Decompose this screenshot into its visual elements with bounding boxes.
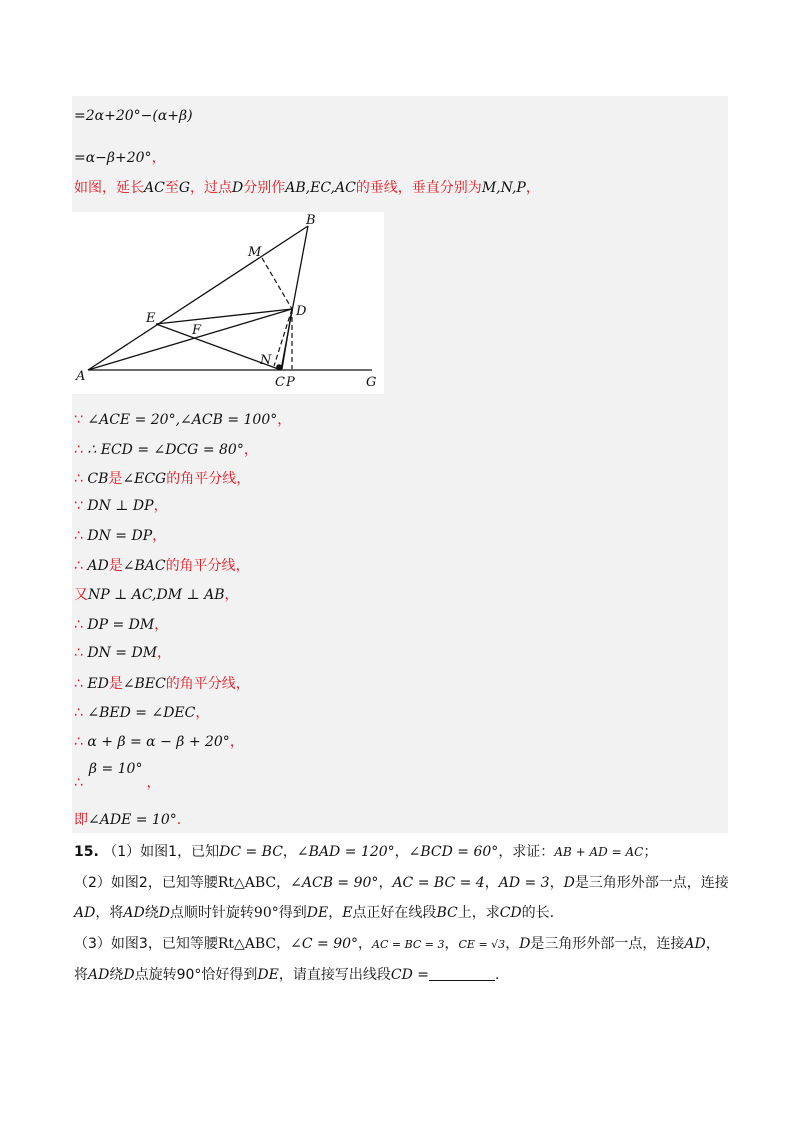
proof-math: β = 10° (88, 761, 143, 777)
p1-text-e: ； (643, 844, 658, 860)
line-dc (282, 309, 292, 369)
label-p: P (286, 375, 295, 390)
p2-text-a: （2）如图2，已知等腰 (74, 875, 218, 891)
derivation-line-1 (74, 106, 193, 126)
p3-text-b: ， (276, 936, 291, 952)
p2-text-n: 得到 (278, 905, 307, 921)
proof-symbol: ∵ (74, 498, 83, 514)
proof-line-12 (74, 732, 244, 752)
proof-math: CB (87, 471, 109, 487)
p3-text-h: 将 (74, 967, 88, 983)
p2-math-de: DE (306, 905, 329, 921)
proof-symbol: ∴ (74, 617, 83, 633)
p2-math-3: AC = BC = 4 (392, 875, 485, 891)
proof-text: 是 (108, 558, 123, 574)
problem15-part3-line1 (74, 934, 720, 955)
proof-line-7 (74, 585, 239, 605)
proof-symbol: ∴ (74, 471, 83, 487)
proof-symbol: ∴ (74, 775, 83, 791)
proof-end: ， (154, 617, 169, 633)
proof-symbol: ∵ (74, 412, 83, 428)
proof-end: ， (153, 498, 168, 514)
derivation-line-2 (74, 148, 166, 168)
proof-end: ， (224, 587, 239, 603)
p2-math-d: D (158, 905, 170, 921)
p3-math-3: AC = BC = 3 (372, 938, 445, 951)
p2-text-d: ， (484, 875, 499, 891)
p3-text-g: ， (705, 936, 720, 952)
proof-symbol: 即 (74, 812, 88, 828)
p3-text-l: . (494, 967, 500, 983)
proof-text: 是 (108, 676, 123, 692)
proof-end: ， (152, 528, 167, 544)
p3-math-10: CD = (390, 967, 429, 983)
proof-line-11 (74, 703, 209, 723)
point-n-marker (276, 364, 282, 370)
p2-text-v: 的长. (521, 905, 555, 921)
proof-symbol: ∴ (74, 442, 83, 458)
proof-symbol: 又 (74, 587, 88, 603)
p1-text-c: ， (394, 844, 409, 860)
p3-math-2: ∠C = 90° (290, 936, 359, 952)
construction-text-f: ， (525, 180, 540, 196)
proof-math: DN = DM (87, 645, 158, 661)
p2-math-ad-1: AD (74, 905, 96, 921)
proof-math-2: ∠ECG (122, 471, 167, 487)
construction-text-d: 分别作 (243, 180, 286, 196)
proof-symbol: ∴ (74, 645, 83, 661)
proof-symbol: ∴ (74, 528, 83, 544)
p3-text-a: （3）如图3，已知等腰 (74, 936, 218, 952)
construction-feet: M,N,P (481, 180, 526, 196)
p2-math-4: AD = 3 (498, 875, 550, 891)
p3-math-1: Rt△ABC (217, 936, 277, 952)
proof-text-2: 的角平分线 (165, 676, 236, 692)
p3-text-j: 点旋转90°恰好得到 (134, 967, 258, 983)
proof-math: ∠BED = ∠DEC (87, 705, 196, 721)
label-b: B (306, 213, 316, 228)
proof-line-5 (74, 526, 166, 546)
p2-text-p: ， (328, 905, 343, 921)
proof-end: ， (146, 775, 161, 791)
p1-text-a: （1）如图1，已知 (103, 844, 220, 860)
proof-line-9 (74, 643, 171, 663)
proof-line-13 (74, 760, 160, 792)
p1-math-2: ∠BAD = 120° (296, 844, 395, 860)
p3-text-f: 是三角形外部一点，连接 (530, 936, 685, 952)
problem15-part2-line2 (74, 903, 554, 923)
p2-text-l: 点顺时针旋转 (169, 905, 254, 921)
p2-text-f: 是三角形外部一点，连接 (574, 875, 729, 891)
p2-math-2: ∠ACB = 90° (290, 875, 379, 891)
label-f: F (192, 323, 202, 338)
proof-math: DN = DP (87, 528, 153, 544)
line-ed (156, 309, 292, 324)
p3-math-9: DE (257, 967, 279, 983)
p2-math-cd: CD (499, 905, 522, 921)
construction-ac: AC (144, 180, 165, 196)
construction-d: D (232, 180, 244, 196)
construction-line (74, 178, 540, 198)
proof-line-6 (74, 556, 250, 576)
p1-math-4: AB + AD = AC (554, 845, 644, 859)
proof-symbol: ∴ (74, 705, 83, 721)
proof-end: ， (235, 558, 250, 574)
perp-dm (262, 258, 292, 309)
p2-math-e: E (342, 905, 353, 921)
proof-line-8 (74, 615, 168, 635)
problem15-part1 (74, 842, 657, 862)
proof-math-2: ∠BAC (122, 558, 166, 574)
label-g: G (366, 375, 377, 390)
p3-math-6: AD (684, 936, 706, 952)
p3-text-c: ， (358, 936, 373, 952)
p3-math-5: D (519, 936, 531, 952)
p3-text-e: ， (505, 936, 520, 952)
construction-text-c: ，过点 (190, 180, 233, 196)
proof-end: ， (243, 442, 258, 458)
p2-text-c: ， (378, 875, 393, 891)
derivation-math-1: =2α+20°−(α+β) (74, 108, 193, 124)
proof-math: ∠ACE = 20°,∠ACB = 100° (87, 412, 278, 428)
construction-text-e: 的垂线，垂直分别为 (355, 180, 482, 196)
construction-g: G (178, 180, 191, 196)
proof-end: ， (236, 471, 251, 487)
proof-line-14 (74, 810, 181, 830)
proof-text: 是 (108, 471, 123, 487)
geometry-figure (72, 212, 384, 394)
problem15-part3-line2 (74, 965, 499, 985)
p3-text-i: 绕 (109, 967, 124, 983)
p2-text-h: ，将 (95, 905, 124, 921)
proof-symbol: ∴ (74, 558, 83, 574)
proof-end: . (176, 812, 182, 828)
proof-symbol: ∴ (74, 676, 83, 692)
proof-text-2: 的角平分线 (166, 471, 237, 487)
proof-math: α + β = α − β + 20° (87, 734, 230, 750)
p3-text-d: ， (444, 936, 459, 952)
p2-text-r: 点正好在线段 (352, 905, 437, 921)
p2-math-ad-2: AD (123, 905, 145, 921)
p1-text-b: ， (282, 844, 297, 860)
p3-math-4: CE = √3 (458, 938, 506, 951)
derivation-comma: ， (151, 150, 166, 166)
proof-math: AD (87, 558, 109, 574)
p2-math-1: Rt△ABC (217, 875, 277, 891)
label-c: C (275, 375, 285, 390)
construction-text-a: 如图，延长 (74, 180, 144, 196)
derivation-math-2: =α−β+20° (74, 150, 152, 166)
proof-symbol: ∴ (74, 734, 83, 750)
construction-text-b: 至 (164, 180, 179, 196)
label-m: M (248, 245, 262, 260)
proof-line-3 (74, 469, 250, 489)
proof-text-2: 的角平分线 (165, 558, 236, 574)
proof-end: ， (195, 705, 210, 721)
proof-math: DP = DM (87, 617, 155, 633)
answer-blank[interactable] (429, 966, 495, 981)
proof-math: ED (87, 676, 109, 692)
proof-end: ， (235, 676, 250, 692)
proof-end: ， (229, 734, 244, 750)
proof-math-2: ∠BEC (122, 676, 166, 692)
p2-text-t: 上，求 (457, 905, 500, 921)
p3-math-7: AD (88, 967, 110, 983)
p2-text-e: ， (549, 875, 564, 891)
p2-math-bc: BC (436, 905, 458, 921)
proof-math: ∴ ECD = ∠DCG = 80° (87, 442, 244, 458)
p1-text-d: ，求证： (498, 844, 555, 860)
proof-line-4 (74, 496, 168, 516)
p2-text-j: 绕 (144, 905, 159, 921)
p2-math-5: D (563, 875, 575, 891)
proof-end: ， (157, 645, 172, 661)
p1-math-3: ∠BCD = 60° (408, 844, 499, 860)
problem15-part2-line1 (74, 873, 729, 893)
p1-math-1: DC = BC (219, 844, 283, 860)
proof-math: ∠ADE = 10° (88, 812, 177, 828)
proof-math: NP ⊥ AC,DM ⊥ AB (88, 587, 225, 603)
proof-line-1 (74, 410, 291, 430)
p2-math-90: 90° (253, 905, 279, 921)
construction-lines: AB,EC,AC (285, 180, 356, 196)
proof-end: ， (277, 412, 292, 428)
p2-text-b: ， (276, 875, 291, 891)
problem-number: 15. (74, 844, 99, 860)
label-n: N (260, 353, 272, 368)
p3-math-8: D (123, 967, 135, 983)
proof-line-2 (74, 440, 258, 460)
geometry-figure-svg (72, 212, 384, 394)
label-d: D (296, 304, 307, 319)
label-e: E (146, 311, 156, 326)
proof-math: DN ⊥ DP (87, 498, 154, 514)
p3-text-k: ，请直接写出线段 (278, 967, 391, 983)
label-a: A (76, 369, 86, 384)
proof-line-10 (74, 674, 250, 694)
line-ab (88, 226, 308, 370)
